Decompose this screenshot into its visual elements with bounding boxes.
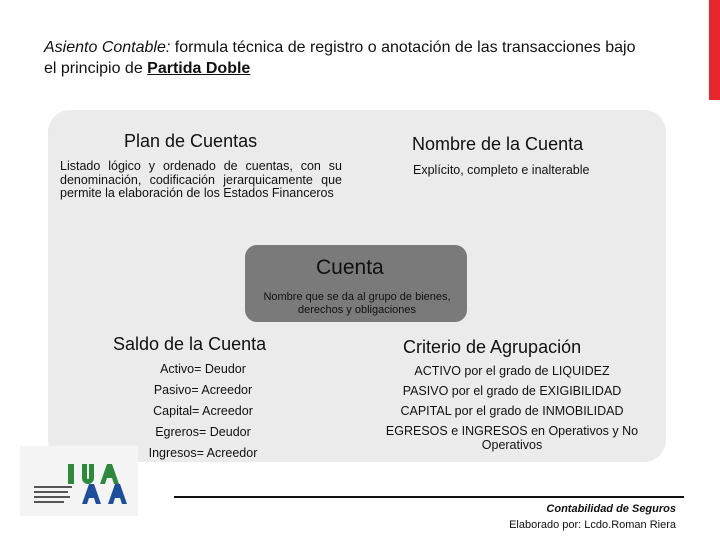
list-item: ACTIVO por el grado de LIQUIDEZ: [414, 364, 610, 378]
cuenta-title: Cuenta: [316, 256, 384, 279]
list-item: CAPITAL por el grado de INMOBILIDAD: [400, 404, 624, 418]
list-item: EGRESOS e INGRESOS en Operativos y No Operativos: [385, 424, 639, 452]
title-term: Asiento Contable:: [44, 39, 171, 56]
criterio-list: [364, 361, 660, 452]
saldo-list: [123, 359, 283, 464]
list-item: Capital= Acreedor: [153, 404, 253, 418]
institution-logo: [20, 446, 138, 516]
footer-divider: [174, 496, 684, 498]
plan-heading: Plan de Cuentas: [124, 131, 258, 151]
slide-title: [44, 37, 644, 79]
title-definition: formula técnica de registro o anotación de las transacciones bajo el principio de: [44, 39, 636, 77]
title-highlight: Partida Doble: [147, 60, 251, 77]
cuenta-text: Nombre que se da al grupo de bienes, derechos y obligaciones: [263, 291, 451, 316]
list-item: Egreros= Deudor: [155, 425, 251, 439]
footer-course: Contabilidad de Seguros: [546, 503, 676, 515]
iuaa-logo-icon: [20, 446, 138, 516]
nombre-text: Explícito, completo e inalterable: [413, 163, 590, 177]
plan-text: Listado lógico y ordenado de cuentas, con su denominación, codificación jerarquicamente que permite la elaboración de los Estados Financeros: [60, 159, 342, 200]
list-item: Activo= Deudor: [160, 362, 246, 376]
list-item: Ingresos= Acreedor: [148, 446, 258, 460]
list-item: PASIVO por el grado de EXIGIBILIDAD: [402, 384, 622, 398]
accent-bar: [709, 0, 720, 100]
footer-author: Elaborado por: Lcdo.Roman Riera: [509, 519, 676, 531]
list-item: Pasivo= Acreedor: [153, 383, 253, 397]
criterio-heading: Criterio de Agrupación: [403, 337, 582, 357]
nombre-heading: Nombre de la Cuenta: [412, 134, 584, 154]
saldo-heading: Saldo de la Cuenta: [113, 334, 267, 354]
